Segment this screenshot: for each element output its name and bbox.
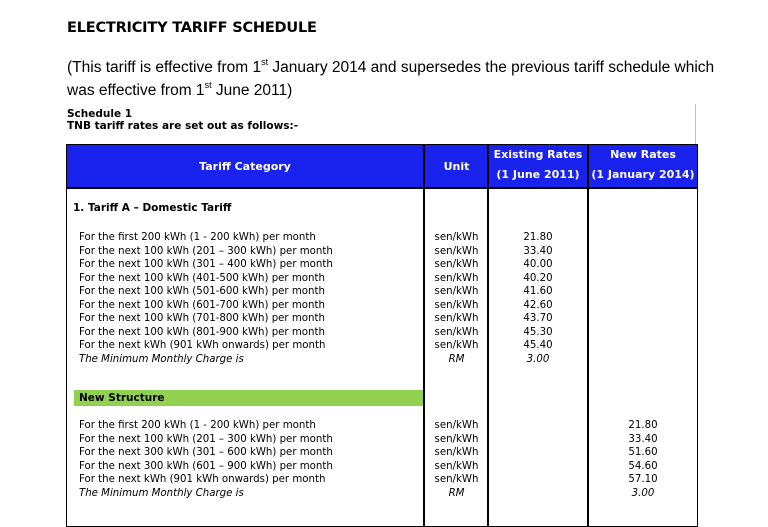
unit-cell: sen/kWh [434, 299, 479, 311]
table-row: For the next 100 kWh (701-800 kWh) per month [79, 313, 325, 324]
unit-cell: sen/kWh [434, 433, 479, 445]
table-row: For the next kWh (901 kWh onwards) per month [79, 340, 326, 351]
rate-cell: 33.40 [628, 433, 658, 445]
header-unit: Unit [443, 159, 470, 173]
unit-cell: sen/kWh [434, 474, 479, 485]
unit-cell: RM [448, 487, 465, 499]
table-row: For the next 100 kWh (201 – 300 kWh) per month [79, 433, 333, 445]
table-row: For the next 100 kWh (801-900 kWh) per month [79, 326, 325, 338]
unit-cell: sen/kWh [434, 245, 479, 257]
intro-part-3: June 2011) [211, 82, 293, 100]
unit-cell: sen/kWh [434, 326, 479, 338]
section-domestic-title: 1. Tariff A – Domestic Tariff [73, 202, 232, 214]
table-row: For the next 300 kWh (301 – 600 kWh) per month [79, 447, 333, 458]
table-header [67, 145, 697, 187]
rate-cell: 3.00 [526, 353, 550, 365]
header-existing-line2: (1 June 2011) [496, 168, 580, 181]
intro-superscript-1: st [261, 57, 269, 67]
header-new-line2: (1 January 2014) [591, 168, 695, 181]
unit-cell: sen/kWh [434, 272, 479, 284]
header-new-rates [589, 145, 697, 187]
rate-cell: 42.60 [523, 299, 553, 311]
margin-mark [695, 104, 696, 144]
rate-cell: 43.70 [523, 313, 553, 324]
minimum-charge-label: The Minimum Monthly Charge is [79, 353, 244, 365]
domestic-unit-column [425, 231, 488, 366]
minimum-charge-label: The Minimum Monthly Charge is [79, 487, 244, 499]
header-tariff-category: Tariff Category [199, 159, 291, 173]
table-row: For the first 200 kWh (1 - 200 kWh) per month [79, 420, 316, 431]
table-row: For the next 100 kWh (601-700 kWh) per month [79, 299, 325, 311]
rate-cell: 45.30 [523, 326, 553, 338]
existing-rate-column [489, 231, 587, 366]
rate-cell: 33.40 [523, 245, 553, 257]
new-structure-unit-column [425, 419, 488, 500]
rate-cell: 3.00 [631, 487, 655, 499]
rate-cell: 21.80 [523, 232, 553, 243]
table-row: For the next 100 kWh (201 – 300 kWh) per month [79, 245, 333, 257]
header-divider [67, 187, 697, 189]
unit-cell: RM [448, 353, 465, 365]
rate-cell: 45.40 [523, 340, 553, 351]
table-row: For the next 100 kWh (501-600 kWh) per month [79, 286, 325, 297]
new-rate-column [589, 419, 697, 500]
unit-cell: sen/kWh [434, 259, 479, 270]
table-row: For the next kWh (901 kWh onwards) per month [79, 474, 326, 485]
unit-cell: sen/kWh [434, 232, 479, 243]
unit-cell: sen/kWh [434, 460, 479, 472]
table-row: For the first 200 kWh (1 - 200 kWh) per month [79, 232, 316, 243]
effective-date-note [67, 54, 727, 100]
header-existing-line1: Existing Rates [493, 148, 583, 161]
table-row: For the next 100 kWh (301 – 400 kWh) per month [79, 259, 333, 270]
table-row: For the next 300 kWh (601 – 900 kWh) per month [79, 460, 333, 472]
unit-cell: sen/kWh [434, 420, 479, 431]
tariff-table [66, 144, 698, 527]
rate-cell: 40.00 [523, 259, 553, 270]
rate-cell: 41.60 [523, 286, 553, 297]
schedule-subtitle: TNB tariff rates are set out as follows:- [67, 120, 299, 132]
unit-cell: sen/kWh [434, 286, 479, 297]
schedule-label: Schedule 1 [67, 108, 133, 120]
table-row: For the next 100 kWh (401-500 kWh) per month [79, 272, 325, 284]
unit-cell: sen/kWh [434, 313, 479, 324]
rate-cell: 57.10 [628, 474, 658, 485]
intro-part-2: January 2014 and supersedes the previous tariff schedule which was effective from 1 [67, 59, 715, 100]
intro-superscript-2: st [204, 80, 212, 91]
schedule-heading [67, 108, 298, 132]
domestic-description-column [79, 231, 333, 366]
rate-cell: 54.60 [628, 460, 658, 472]
header-existing-rates [489, 145, 587, 187]
unit-cell: sen/kWh [434, 340, 479, 351]
rate-cell: 21.80 [628, 420, 658, 431]
rate-cell: 40.20 [523, 272, 553, 284]
new-structure-heading: New Structure [74, 390, 423, 406]
unit-cell: sen/kWh [434, 447, 479, 458]
header-new-line1: New Rates [610, 148, 676, 161]
document-title: ELECTRICITY TARIFF SCHEDULE [67, 20, 317, 36]
intro-part-1: (This tariff is effective from 1 [67, 59, 262, 77]
rate-cell: 51.60 [628, 447, 658, 458]
new-structure-description-column [79, 419, 333, 500]
